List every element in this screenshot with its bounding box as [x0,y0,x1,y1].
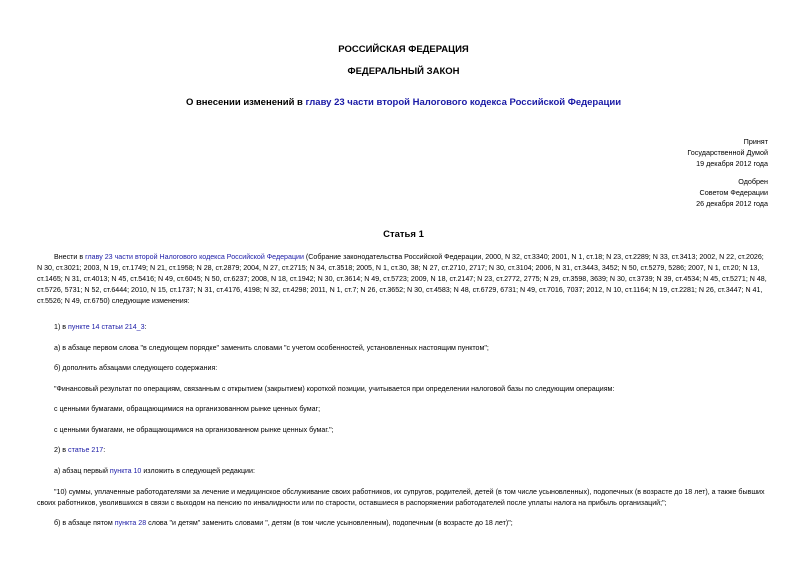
law-title-link[interactable]: главу 23 части второй Налогового кодекса Российской Федерации [305,97,622,108]
intro-rest: (Собрание законодательства Российской Федерации, 2000, N 32, ст.3340; 2001, N 1, ст.18; N 23, ст.2289; N 33, ст.3413; 2002, N 22, ст.2026; N 30, ст.3021; 2003, N 19, ст.1749; N 21, ст.1958; N 28, ст.2879; 2004, N 27, ст.2715; N 34, ст.3518; 2005, N 1, ст.30, 38; N 27, ст.2710, 2717; N 30, ст.3104; 2006, N 31, ст.3443, 3452; N 50, ст.5279, 5286; 2007, N 1, ст.20; N 13, ст.1465; N 31, ст.4013; N 45, ст.5416; N 49, ст.6045; N 50, ст.6237; 2008, N 18, ст.1942; N 30, ст.3614; N 49, ст.5723; 2009, N 18, ст.2147; N 23, ст.2772, 2775; N 29, ст.3598, 3639; N 30, ст.3739; N 39, ст.4534; N 45, ст.5271; N 48, ст.5726, 5731; N 52, ст.6444; 2010, N 15, ст.1737; N 31, ст.4176, 4198; N 32, ст.4298; 2011, N 1, ст.7; N 26, ст.3652; N 30, ст.4583; N 48, ст.6729, 6731; N 49, ст.7016, 7037; 2012, N 10, ст.1164; N 19, ст.2281; N 26, ст.3447; N 41, ст.5526; N 49, ст.6750) следующие изменения: [37,253,767,305]
item-2a-link[interactable]: пункта 10 [109,467,142,475]
item-1b: б) дополнить абзацами следующего содержания: [54,364,218,372]
item-1-prefix: 1) в [54,323,69,331]
adopted-block [518,136,768,169]
item-2b-suffix: слова "и детям" заменить словами ", детям (в том числе усыновленным), подопечным (в возрасте до 18 лет)"; [146,519,513,527]
approved-line-3: 26 декабря 2012 года [696,199,768,208]
item-2-prefix: 2) в [54,446,69,454]
law-type-heading: ФЕДЕРАЛЬНЫЙ ЗАКОН [347,66,460,77]
law-title [0,97,807,108]
quote-2: с ценными бумагами, обращающимися на организованном рынке ценных бумаг; [54,405,321,413]
item-2b-link[interactable]: пункта 28 [114,519,147,527]
intro-prefix: Внести в [54,253,86,261]
adopted-line-3: 19 декабря 2012 года [696,159,768,168]
adopted-line-2: Государственной Думой [687,148,768,157]
quote-4: "10) суммы, уплаченные работодателями за лечение и медицинское обслуживание своих работников, их супругов, родителей, детей (в том числе усыновленных), подопечных (в возрасте до 18 лет), а также бывших своих работников, уволившихся в связи с выходом на пенсию по инвалидности или по старости, оставшиеся в распоряжении работодателей после уплаты налога на прибыль организаций;"; [37,488,765,507]
item-1 [54,322,770,333]
approved-line-2: Советом Федерации [699,188,768,197]
article-title: Статья 1 [383,229,424,240]
item-2a-suffix: изложить в следующей редакции: [141,467,255,475]
item-2 [54,445,770,456]
approved-line-1: Одобрен [738,177,768,186]
item-2-suffix: : [103,446,106,454]
intro-link[interactable]: главу 23 части второй Налогового кодекса Российской Федерации [85,253,304,261]
adopted-line-1: Принят [743,137,768,146]
quote-3: с ценными бумагами, не обращающимися на организованном рынке ценных бумаг."; [54,426,334,434]
approved-block [518,176,768,209]
item-2a-prefix: а) абзац первый [54,467,110,475]
item-2-link[interactable]: статье 217 [68,446,104,454]
item-2a [54,466,770,477]
item-1-suffix: : [144,323,147,331]
item-2b [54,518,770,529]
law-title-prefix: О внесении изменений в [185,97,306,108]
country-heading: РОССИЙСКАЯ ФЕДЕРАЦИЯ [338,44,469,55]
item-1-link[interactable]: пункте 14 статьи 214_3 [68,323,145,331]
quote-1: "Финансовый результат по операциям, связанным с открытием (закрытием) короткой позиции, учитывается при определении налоговой базы по следующим операциям: [54,385,615,393]
intro-paragraph [37,252,770,307]
item-1a: а) в абзаце первом слова "в следующем порядке" заменить словами "с учетом особенностей, установленных настоящим пунктом"; [54,344,489,352]
item-2b-prefix: б) в абзаце пятом [54,519,115,527]
